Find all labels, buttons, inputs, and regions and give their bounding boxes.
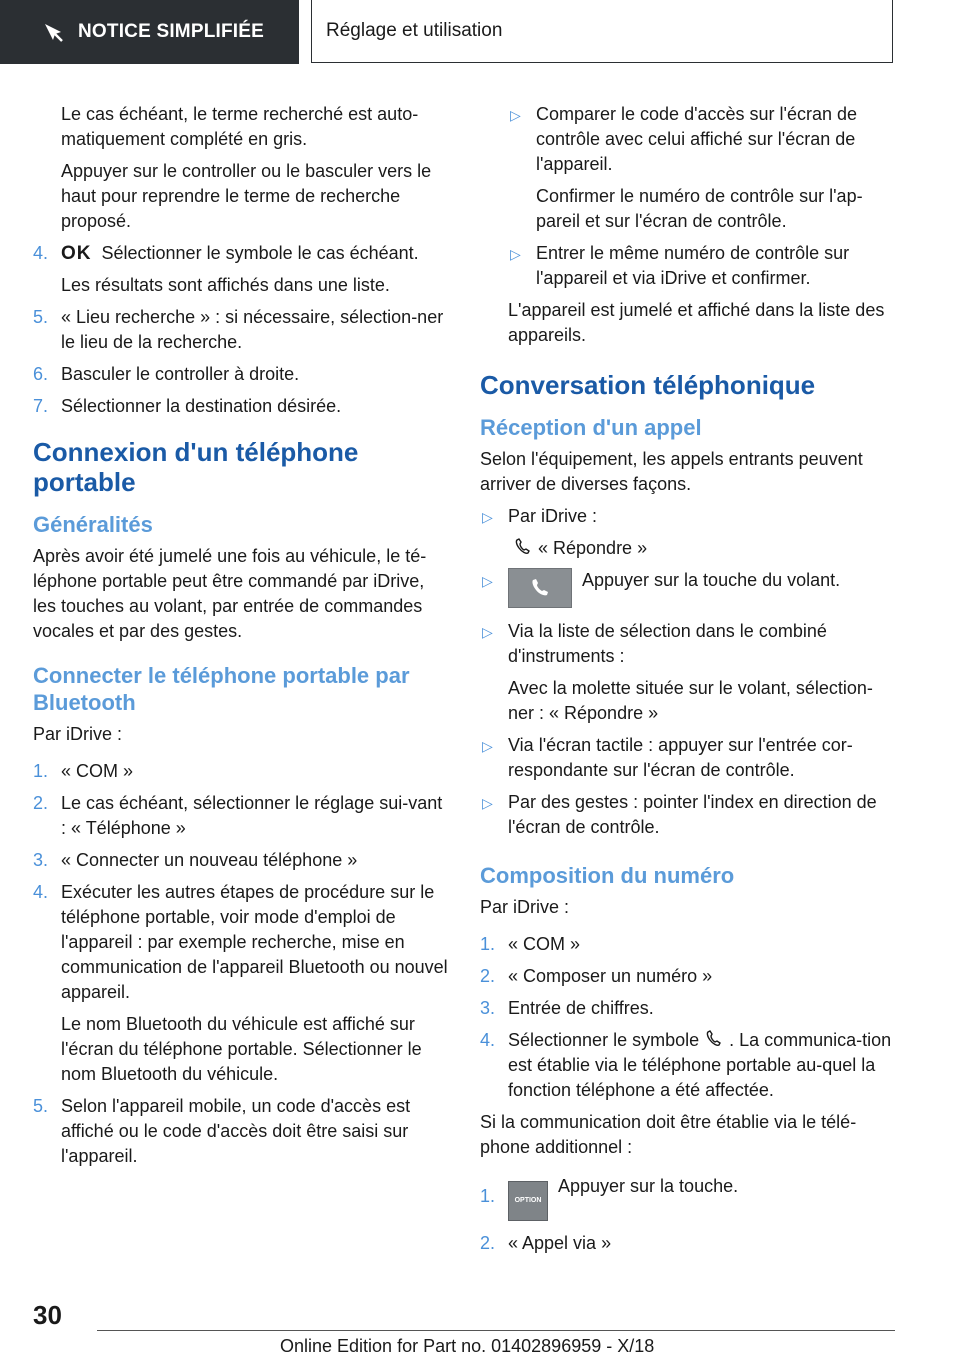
heading-connexion: Connexion d'un téléphone portable	[33, 437, 359, 497]
step-text: « Connecter un nouveau téléphone »	[61, 850, 358, 870]
bullet-triangle-icon: ▷	[482, 509, 493, 525]
step-text-a: Sélectionner le symbole	[508, 1030, 700, 1050]
quick-guide-icon	[42, 21, 64, 43]
paragraph: Selon l'équipement, les appels entrants peuvent arriver de diverses façons.	[480, 449, 863, 494]
list-item	[480, 619, 898, 669]
heading-composition: Composition du numéro	[480, 863, 735, 888]
footer-edition: Online Edition for Part no. 01402896959 - X/18	[280, 1336, 655, 1356]
list-item	[480, 996, 898, 1021]
step-number: 4.	[480, 1030, 496, 1050]
answer-label: « Répondre »	[538, 538, 648, 558]
left-column	[33, 102, 448, 1176]
steering-wheel-phone-button-icon	[508, 568, 572, 608]
list-item	[480, 1028, 898, 1103]
list-item	[33, 848, 448, 873]
bullet-triangle-icon: ▷	[510, 107, 521, 123]
bullet-triangle-icon: ▷	[482, 573, 493, 589]
paragraph: Confirmer le numéro de contrôle sur l'ap-pareil et sur l'écran de contrôle.	[536, 186, 863, 231]
paragraph: Avec la molette située sur le volant, sélection-ner : « Répondre »	[508, 678, 873, 723]
chapter-title: Réglage et utilisation	[311, 0, 893, 63]
list-item	[480, 733, 898, 783]
option-button-icon: OPTION	[508, 1181, 548, 1221]
paragraph: Le nom Bluetooth du véhicule est affiché sur l'écran du téléphone portable. Sélectionner le nom Bluetooth du véhicule.	[61, 1014, 422, 1084]
step-number: 1.	[480, 934, 496, 954]
step-text: Exécuter les autres étapes de procédure sur le téléphone portable, voir mode d'emploi de l'appareil : par exemple recherche, mise en communication de l'appareil Bluetooth ou nouvel appareil.	[61, 882, 448, 1002]
step-text: Entrée de chiffres.	[508, 998, 654, 1018]
paragraph	[480, 536, 898, 561]
right-column	[480, 102, 898, 1263]
phone-icon	[705, 1030, 723, 1048]
step-number: 5.	[33, 307, 49, 327]
paragraph: Les résultats sont affichés dans une liste.	[61, 275, 390, 295]
heading-bluetooth: Connecter le téléphone portable par Bluetooth	[33, 663, 410, 715]
step-text: Basculer le controller à droite.	[61, 364, 300, 384]
bullet-triangle-icon: ▷	[482, 738, 493, 754]
bullet-text: Par iDrive :	[508, 506, 598, 526]
paragraph: L'appareil est jumelé et affiché dans la liste des appareils.	[508, 300, 885, 345]
bullet-triangle-icon: ▷	[482, 795, 493, 811]
list-item	[33, 362, 448, 387]
step-number: 7.	[33, 396, 49, 416]
paragraph: Appuyer sur le controller ou le basculer vers le haut pour reprendre le terme de recherche proposé.	[61, 161, 432, 231]
list-item	[33, 759, 448, 784]
step-number: 5.	[33, 1096, 49, 1116]
bullet-text: Appuyer sur la touche du volant.	[582, 570, 841, 590]
paragraph: Après avoir été jumelé une fois au véhicule, le té-léphone portable peut être commandé par iDrive, les touches au volant, par entrée de commandes vocales et par des gestes.	[33, 546, 427, 641]
ok-icon: OK	[61, 243, 92, 264]
list-item	[480, 1231, 898, 1256]
step-number: 4.	[33, 243, 49, 263]
step-text: « COM »	[61, 761, 134, 781]
step-text: « Lieu recherche » : si nécessaire, sélection-ner le lieu de la recherche.	[61, 307, 444, 352]
bullet-text: Comparer le code d'accès sur l'écran de contrôle avec celui affiché sur l'écran de l'appareil.	[536, 104, 858, 174]
paragraph: Par iDrive :	[480, 897, 570, 917]
paragraph: Si la communication doit être établie via le télé-phone additionnel :	[480, 1112, 857, 1157]
step-text: Appuyer sur la touche.	[558, 1176, 739, 1196]
heading-generalites: Généralités	[33, 512, 153, 537]
step-text-b: . La communica-tion est établie via le téléphone portable au-quel la fonction téléphone a été affectée.	[508, 1030, 892, 1100]
heading-reception: Réception d'un appel	[480, 415, 702, 440]
heading-conversation: Conversation téléphonique	[480, 370, 816, 400]
bullet-text: Via la liste de sélection dans le combiné d'instruments :	[508, 621, 827, 666]
step-number: 2.	[480, 1233, 496, 1253]
step-number: 1.	[33, 761, 49, 781]
list-item	[33, 394, 448, 419]
step-text: « Appel via »	[508, 1233, 612, 1253]
bullet-text: Entrer le même numéro de contrôle sur l'appareil et via iDrive et confirmer.	[536, 243, 850, 288]
step-text: Le cas échéant, sélectionner le réglage sui-vant : « Téléphone »	[61, 793, 443, 838]
step-number: 3.	[33, 850, 49, 870]
step-text: Sélectionner la destination désirée.	[61, 396, 342, 416]
list-item	[480, 1174, 898, 1221]
paragraph: Par iDrive :	[33, 724, 123, 744]
list-item	[33, 305, 448, 355]
footer-divider	[97, 1330, 895, 1331]
list-item	[33, 880, 448, 1005]
paragraph: Le cas échéant, le terme recherché est auto-matiquement complété en gris.	[61, 104, 419, 149]
bullet-triangle-icon: ▷	[482, 624, 493, 640]
list-item	[480, 790, 898, 840]
list-item	[480, 568, 898, 612]
step-text: « Composer un numéro »	[508, 966, 713, 986]
list-item	[33, 241, 448, 266]
section-tab-label: NOTICE SIMPLIFIÉE	[78, 21, 265, 42]
bullet-text: Via l'écran tactile : appuyer sur l'entrée cor-respondante sur l'écran de contrôle.	[508, 735, 853, 780]
list-item	[480, 932, 898, 957]
list-item	[33, 791, 448, 841]
page-number: 30	[33, 1300, 62, 1330]
step-number: 6.	[33, 364, 49, 384]
section-tab-notice	[0, 0, 299, 64]
bullet-triangle-icon: ▷	[510, 246, 521, 262]
step-text: « COM »	[508, 934, 581, 954]
step-number: 4.	[33, 882, 49, 902]
page-header	[0, 0, 960, 66]
list-item	[508, 102, 898, 177]
phone-icon	[514, 538, 532, 556]
step-number: 1.	[480, 1186, 496, 1206]
list-item	[480, 964, 898, 989]
list-item	[480, 504, 898, 529]
bullet-text: Par des gestes : pointer l'index en direction de l'écran de contrôle.	[508, 792, 877, 837]
step-number: 3.	[480, 998, 496, 1018]
step-text: Sélectionner le symbole le cas échéant.	[101, 243, 419, 263]
step-number: 2.	[480, 966, 496, 986]
list-item	[33, 1094, 448, 1169]
list-item	[508, 241, 898, 291]
step-number: 2.	[33, 793, 49, 813]
step-text: Selon l'appareil mobile, un code d'accès est affiché ou le code d'accès doit être saisi sur l'appareil.	[61, 1096, 411, 1166]
